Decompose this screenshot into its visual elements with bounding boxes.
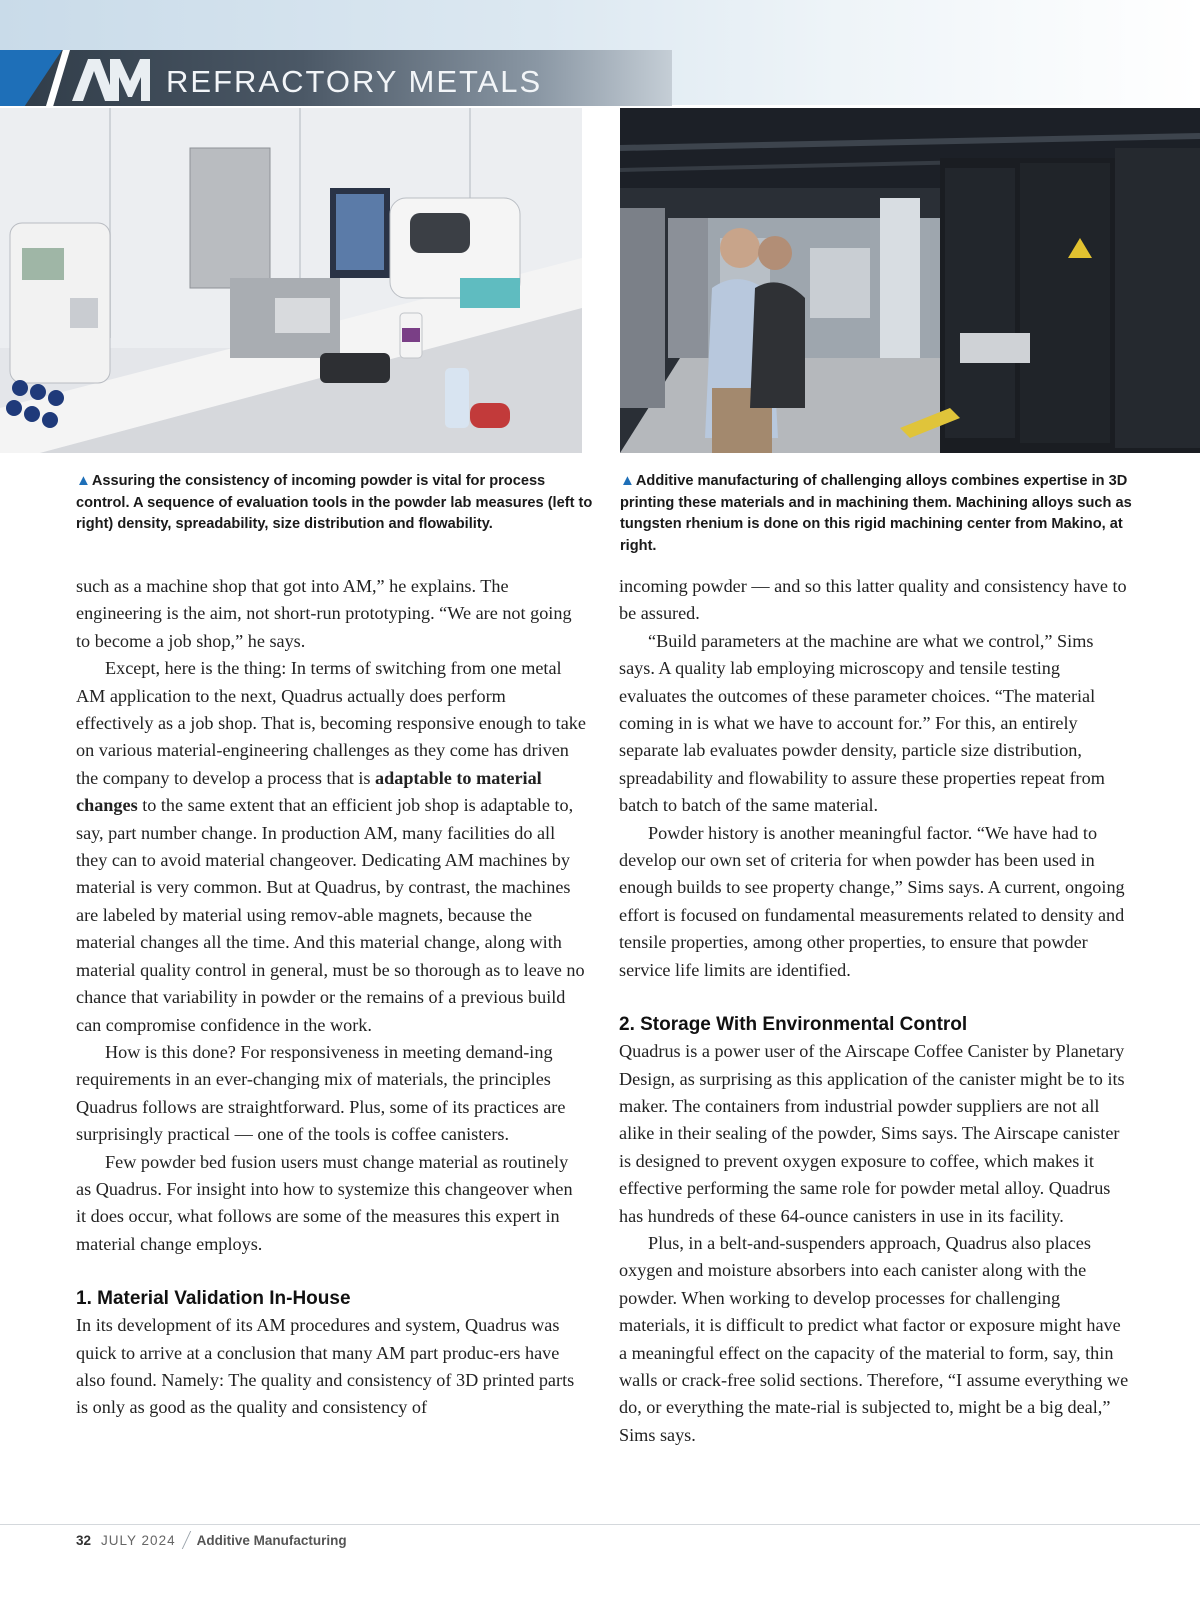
footer-separator [181, 1531, 190, 1549]
page-footer [76, 1531, 347, 1549]
section-title: REFRACTORY METALS [166, 64, 543, 99]
paragraph: How is this done? For responsiveness in meeting demand-ing requirements in an ever-changing mix of materials, the principles Quadrus follows are straightforward. Plus, some of its practices are surprisingly practical — one of the tools is coffee canisters. [76, 1041, 566, 1145]
section-heading: 2. Storage With Environmental Control [619, 1014, 968, 1036]
issue-date: JULY 2024 [101, 1532, 176, 1548]
am-logo [70, 57, 150, 101]
paragraph: incoming powder — and so this latter quality and consistency have to be assured. [619, 576, 1127, 624]
paragraph: Powder history is another meaningful factor. “We have had to develop our own set of criteria for when powder has been used in enough builds to see property change,” Sims says. A current, ongoing effort is focused on fundamental measurements related to density and tensile properties, among other properties, to ensure that powder service life limits are identified. [619, 822, 1125, 980]
paragraph: Few powder bed fusion users must change material as routinely as Quadrus. For insight into how to systemize this changeover when it does occur, what follows are some of the measures this expert in material change employs. [76, 1151, 573, 1254]
article-column-left [76, 573, 586, 1422]
powder-lab-photo [0, 108, 582, 453]
paragraph: Plus, in a belt-and-suspenders approach, Quadrus also places oxygen and moisture absorbers into each canister along with the powder. When working to develop processes for challenging materials, it is difficult to predict what factor or exposure might have a meaningful effect on the capacity of the material to form, say, thin walls or crack-free solid sections. Therefore, “I assume everything we do, or everything the mate-rial is subjected to, might be a big deal,” Sims says. [619, 1232, 1129, 1445]
paragraph: “Build parameters at the machine are what we control,” Sims says. A quality lab employing microscopy and tensile testing evaluates the outcomes of these parameter choices. “The material coming in is what we have to account for.” For this, an entirely separate lab evaluates powder density, particle size distribution, spreadability and flowability to assure these properties repeat from batch to batch of the same material. [619, 630, 1105, 816]
magazine-name: Additive Manufacturing [196, 1532, 347, 1548]
paragraph: such as a machine shop that got into AM,” he explains. The engineering is the aim, not short-run prototyping. “We are not going to become a job shop,” he says. [76, 576, 572, 651]
footer-rule [0, 1524, 1200, 1525]
paragraph: Except, here is the thing: In terms of switching from one metal AM application to the next, Quadrus actually does perform effectively as a job shop. That is, becoming responsive enough to take on various material-engineering challenges as they come has driven the company to develop a process that is adaptable to material changes to the same extent that an efficient job shop is adaptable to, say, part number change. In production AM, many facilities do all they can to avoid material changeover. Dedicating AM machines by material is very common. But at Quadrus, by contrast, the machines are labeled by material using remov-able magnets, because the material changes all the time. And this material change, along with material quality control in general, must be so thorough as to leave no chance that variability in powder or the remains of a previous build can compromise confidence in the work. [76, 658, 586, 1035]
paragraph: Quadrus is a power user of the Airscape Coffee Canister by Planetary Design, as surprising as this application of the canister might be to its maker. The containers from industrial powder suppliers are not all alike in their sealing of the powder, Sims says. The Airscape canister is designed to prevent oxygen exposure to coffee, which makes it effective performing the same role for powder metal alloy. Quadrus has hundreds of these 64-ounce canisters in use in its facility. [619, 1041, 1125, 1226]
caption-triangle-icon: ▲ [76, 472, 91, 489]
caption-triangle-icon: ▲ [620, 472, 635, 489]
page-number: 32 [76, 1532, 92, 1548]
photo-caption-right: ▲Additive manufacturing of challenging alloys combines expertise in 3D printing these materials and in machining them. Machining alloys such as tungsten rhenium is done on this rigid machining center from Makino, at right. [620, 472, 1132, 554]
paragraph: In its development of its AM procedures and system, Quadrus was quick to arrive at a conclusion that many AM part produc-ers have also found. Namely: The quality and consistency of 3D printed parts is only as good as the quality and consistency of [76, 1315, 575, 1418]
machining-center-photo [620, 108, 1200, 453]
bold-phrase: adaptable to material changes [76, 767, 542, 816]
photo-caption-left: ▲Assuring the consistency of incoming powder is vital for process control. A sequence of evaluation tools in the powder lab measures (left to right) density, spreadability, size distribution and flowability. [76, 472, 593, 532]
section-heading: 1. Material Validation In-House [76, 1288, 351, 1310]
article-column-right [619, 573, 1129, 1449]
